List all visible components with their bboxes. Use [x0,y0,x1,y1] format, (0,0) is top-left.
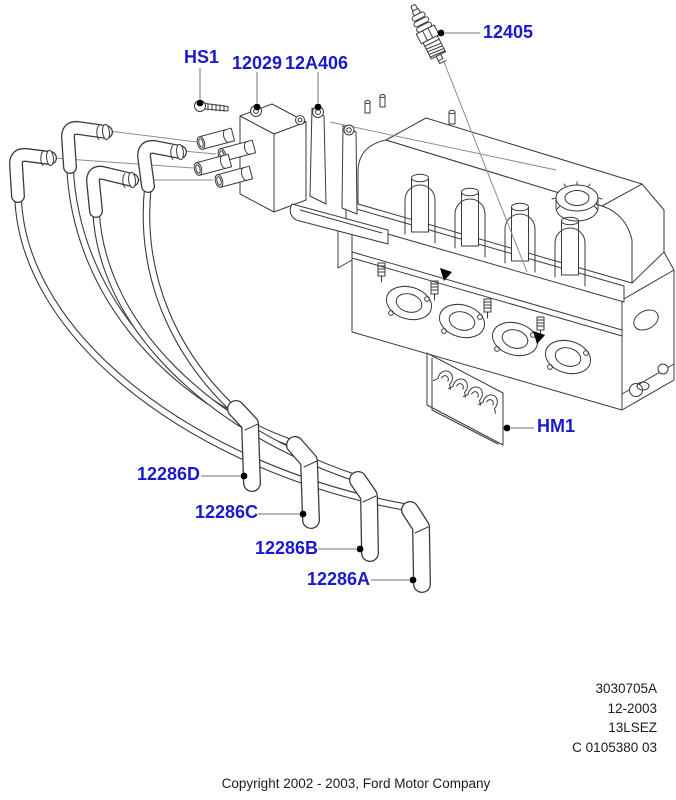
wire-boot-a [410,510,428,584]
cover-studs [365,95,455,125]
part-label-spark-plug[interactable]: 12405 [483,22,534,42]
wire-boot-b [358,480,376,553]
part-label-coil-screw[interactable]: HS1 [184,47,220,67]
wire-boot-d [236,409,258,483]
document-reference-block [572,679,657,757]
part-label-wire-a[interactable]: 12286A [307,569,371,589]
head-right-face-details [630,306,669,397]
part-label-ignition-coil[interactable]: 12029 [232,53,283,73]
part-label-wire-d[interactable]: 12286D [137,464,201,484]
doc-code: 13LSEZ [608,720,657,735]
doc-date: 12-2003 [607,700,657,716]
copyright-notice: Copyright 2002 - 2003, Ford Motor Company [221,776,491,791]
part-label-wire-retainer-clip[interactable]: HM1 [537,416,576,436]
part-label-wire-b[interactable]: 12286B [255,538,319,558]
part-label-wire-c[interactable]: 12286C [195,502,259,522]
wire-retainer-clip-drawing [427,353,503,445]
doc-number: 3030705A [595,681,657,696]
catalog-ref: C 0105380 03 [572,739,657,755]
wire-to-coil-alignment-lines [53,131,216,180]
ignition-coil-drawing [193,104,306,212]
part-label-coil-bracket[interactable]: 12A406 [285,53,349,73]
engine-cylinder-head-drawing [338,95,674,411]
